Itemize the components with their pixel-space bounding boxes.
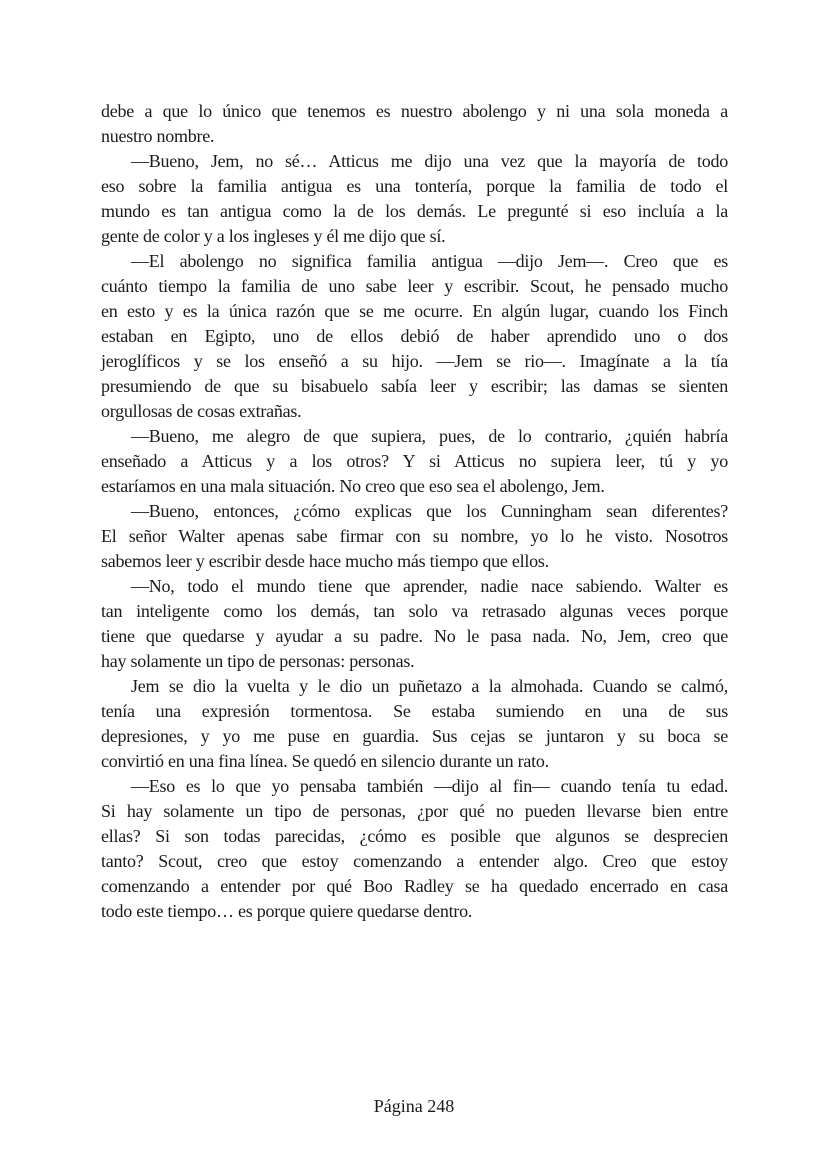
- body-text: [101, 99, 728, 924]
- text-line: gente de color y a los ingleses y él me dijo que sí.: [101, 226, 446, 246]
- text-line: debe a que lo único que tenemos es nuestro abolengo y ni una sola moneda a: [101, 101, 728, 121]
- paragraph: [101, 574, 728, 674]
- text-line: —Eso es lo que yo pensaba también —dijo al fin— cuando tenía tu edad.: [131, 776, 728, 796]
- text-line: en esto y es la única razón que se me ocurre. En algún lugar, cuando los Finch: [101, 301, 728, 321]
- paragraph: [101, 149, 728, 249]
- text-line: —Bueno, me alegro de que supiera, pues, de lo contrario, ¿quién habría: [131, 426, 728, 446]
- text-line: hay solamente un tipo de personas: personas.: [101, 651, 415, 671]
- text-line: El señor Walter apenas sabe firmar con su nombre, yo lo he visto. Nosotros: [101, 526, 728, 546]
- text-line: tiene que quedarse y ayudar a su padre. No le pasa nada. No, Jem, creo que: [101, 626, 728, 646]
- text-line: estaban en Egipto, uno de ellos debió de haber aprendido uno o dos: [101, 326, 728, 346]
- text-line: —El abolengo no significa familia antigua —dijo Jem—. Creo que es: [131, 251, 728, 271]
- text-line: estaríamos en una mala situación. No creo que eso sea el abolengo, Jem.: [101, 476, 605, 496]
- text-line: tan inteligente como los demás, tan solo va retrasado algunas veces porque: [101, 601, 728, 621]
- paragraph: [101, 99, 728, 149]
- paragraph: [101, 674, 728, 774]
- text-line: todo este tiempo… es porque quiere quedarse dentro.: [101, 901, 473, 921]
- text-line: —No, todo el mundo tiene que aprender, nadie nace sabiendo. Walter es: [131, 576, 728, 596]
- paragraph: [101, 249, 728, 424]
- text-line: tanto? Scout, creo que estoy comenzando a entender algo. Creo que estoy: [101, 851, 728, 871]
- paragraph: [101, 774, 728, 924]
- text-line: nuestro nombre.: [101, 126, 215, 146]
- paragraph: [101, 499, 728, 574]
- text-line: tenía una expresión tormentosa. Se estaba sumiendo en una de sus: [101, 701, 728, 721]
- text-line: mundo es tan antigua como la de los demás. Le pregunté si eso incluía a la: [101, 201, 728, 221]
- text-line: eso sobre la familia antigua es una tontería, porque la familia de todo el: [101, 176, 728, 196]
- text-line: sabemos leer y escribir desde hace mucho más tiempo que ellos.: [101, 551, 549, 571]
- text-line: ellas? Si son todas parecidas, ¿cómo es posible que algunos se desprecien: [101, 826, 728, 846]
- text-line: presumiendo de que su bisabuelo sabía leer y escribir; las damas se sienten: [101, 376, 728, 396]
- text-line: Jem se dio la vuelta y le dio un puñetazo a la almohada. Cuando se calmó,: [131, 676, 728, 696]
- text-line: Si hay solamente un tipo de personas, ¿por qué no pueden llevarse bien entre: [101, 801, 728, 821]
- text-line: depresiones, y yo me puse en guardia. Sus cejas se juntaron y su boca se: [101, 726, 728, 746]
- text-line: —Bueno, entonces, ¿cómo explicas que los Cunningham sean diferentes?: [131, 501, 728, 521]
- text-line: enseñado a Atticus y a los otros? Y si Atticus no supiera leer, tú y yo: [101, 451, 728, 471]
- text-line: orgullosas de cosas extrañas.: [101, 401, 302, 421]
- paragraph: [101, 424, 728, 499]
- text-line: jeroglíficos y se los enseñó a su hijo. —Jem se rio—. Imagínate a la tía: [101, 351, 728, 371]
- text-line: —Bueno, Jem, no sé… Atticus me dijo una vez que la mayoría de todo: [131, 151, 728, 171]
- text-line: cuánto tiempo la familia de uno sabe leer y escribir. Scout, he pensado mucho: [101, 276, 728, 296]
- text-line: comenzando a entender por qué Boo Radley se ha quedado encerrado en casa: [101, 876, 728, 896]
- text-line: convirtió en una fina línea. Se quedó en silencio durante un rato.: [101, 751, 549, 771]
- page-number: Página 248: [373, 1096, 455, 1116]
